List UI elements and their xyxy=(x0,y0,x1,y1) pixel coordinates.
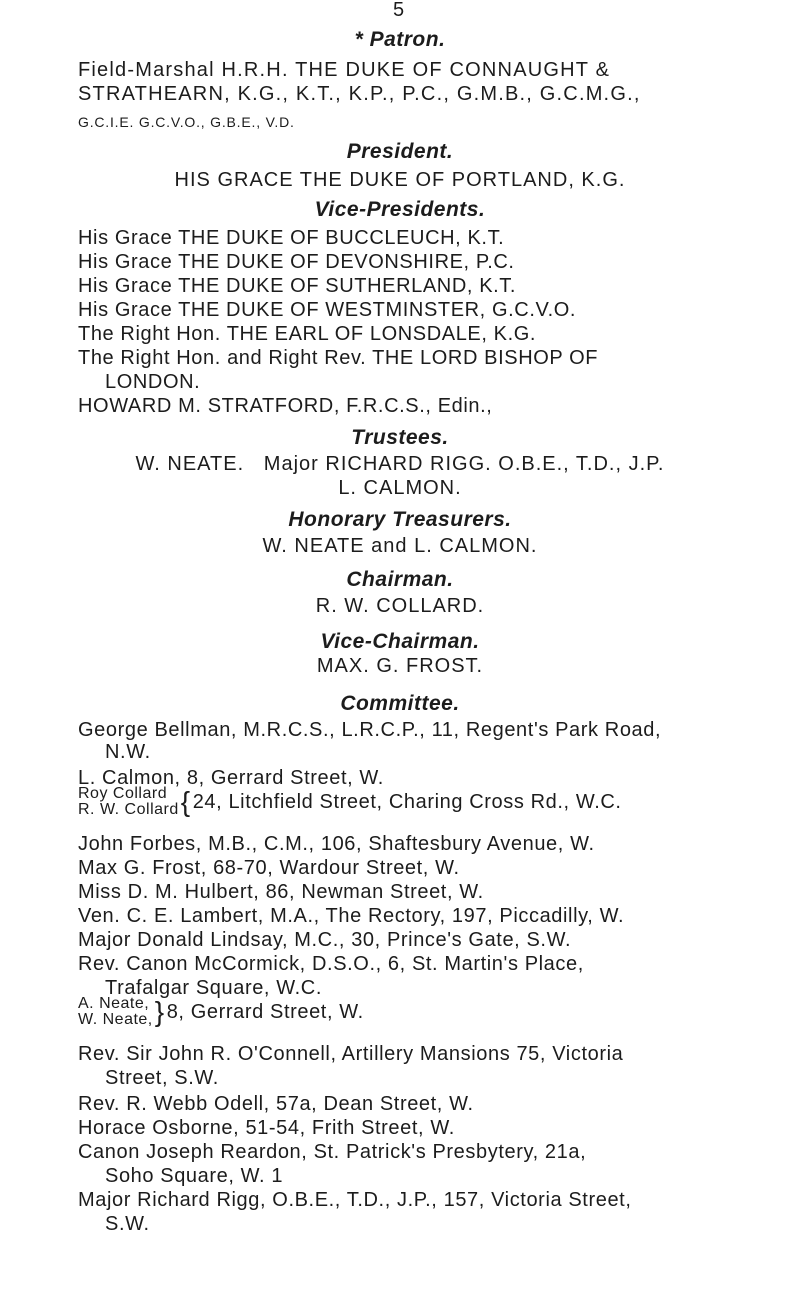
treasurers-heading: Honorary Treasurers. xyxy=(288,508,512,531)
committee-line: N.W. xyxy=(105,741,151,763)
committee-line: Street, S.W. xyxy=(105,1067,219,1089)
vice-president-line: LONDON. xyxy=(105,371,201,393)
committee-line: Max G. Frost, 68-70, Wardour Street, W. xyxy=(78,857,460,879)
committee-line: Soho Square, W. 1 xyxy=(105,1165,284,1187)
vice-president-line: His Grace THE DUKE OF WESTMINSTER, G.C.V.O. xyxy=(78,299,577,321)
brace-icon: } xyxy=(154,996,165,1027)
committee-line: Major Richard Rigg, O.B.E., T.D., J.P., 157, Victoria Street, xyxy=(78,1189,632,1211)
president-heading: President. xyxy=(346,140,454,163)
brace-icon: { xyxy=(180,786,191,817)
treasurers-names: W. NEATE and L. CALMON. xyxy=(262,535,538,557)
committee-entry-neate xyxy=(78,996,364,1028)
neate-address: 8, Gerrard Street, W. xyxy=(166,1001,364,1023)
committee-line: Canon Joseph Reardon, St. Patrick's Presbytery, 21a, xyxy=(78,1141,587,1163)
chairman-name: R. W. COLLARD. xyxy=(315,595,485,617)
vice-president-line: His Grace THE DUKE OF SUTHERLAND, K.T. xyxy=(78,275,517,297)
neate-name: A. Neate, xyxy=(78,995,150,1012)
collard-name: R. W. Collard xyxy=(78,801,179,818)
committee-line: Rev. Sir John R. O'Connell, Artillery Mansions 75, Victoria xyxy=(78,1043,624,1065)
trustees-heading: Trustees. xyxy=(351,426,449,449)
trustees-line-2: L. CALMON. xyxy=(338,477,462,499)
vice-president-line: The Right Hon. THE EARL OF LONSDALE, K.G. xyxy=(78,323,537,345)
committee-line: Major Donald Lindsay, M.C., 30, Prince's Gate, S.W. xyxy=(78,929,572,951)
committee-line: John Forbes, M.B., C.M., 106, Shaftesbury Avenue, W. xyxy=(78,833,595,855)
committee-line: Rev. Canon McCormick, D.S.O., 6, St. Martin's Place, xyxy=(78,953,584,975)
vice-president-line: The Right Hon. and Right Rev. THE LORD BISHOP OF xyxy=(78,347,599,369)
committee-line: S.W. xyxy=(105,1213,150,1235)
patron-heading: * Patron. xyxy=(354,28,446,51)
vice-chairman-name: MAX. G. FROST. xyxy=(316,655,484,677)
page-number: 5 xyxy=(393,0,405,21)
collard-names xyxy=(78,786,179,818)
patron-line-3: G.C.I.E. G.C.V.O., G.B.E., V.D. xyxy=(78,114,295,130)
committee-line: L. Calmon, 8, Gerrard Street, W. xyxy=(78,767,384,789)
patron-line-2: STRATHEARN, K.G., K.T., K.P., P.C., G.M.B., G.C.M.G., xyxy=(78,83,641,105)
committee-line: Trafalgar Square, W.C. xyxy=(105,977,322,999)
vice-president-line: HOWARD M. STRATFORD, F.R.C.S., Edin., xyxy=(78,395,493,417)
president-name: HIS GRACE THE DUKE OF PORTLAND, K.G. xyxy=(174,169,626,191)
committee-line: Rev. R. Webb Odell, 57a, Dean Street, W. xyxy=(78,1093,474,1115)
committee-line: Horace Osborne, 51-54, Frith Street, W. xyxy=(78,1117,455,1139)
collard-address: 24, Litchfield Street, Charing Cross Rd., W.C. xyxy=(192,791,622,813)
committee-line: Miss D. M. Hulbert, 86, Newman Street, W. xyxy=(78,881,484,903)
patron-line-1: Field-Marshal H.R.H. THE DUKE OF CONNAUGHT & xyxy=(78,59,611,81)
neate-name: W. Neate, xyxy=(78,1011,153,1028)
vice-chairman-heading: Vice-Chairman. xyxy=(320,630,480,653)
committee-line: Ven. C. E. Lambert, M.A., The Rectory, 197, Piccadilly, W. xyxy=(78,905,625,927)
vice-president-line: His Grace THE DUKE OF DEVONSHIRE, P.C. xyxy=(78,251,515,273)
committee-entry-collard xyxy=(78,786,622,818)
committee-line: George Bellman, M.R.C.S., L.R.C.P., 11, Regent's Park Road, xyxy=(78,719,662,741)
committee-heading: Committee. xyxy=(340,692,460,715)
neate-names xyxy=(78,996,153,1028)
collard-name: Roy Collard xyxy=(78,785,168,802)
chairman-heading: Chairman. xyxy=(346,568,454,591)
vice-president-line: His Grace THE DUKE OF BUCCLEUCH, K.T. xyxy=(78,227,505,249)
trustees-line-1: W. NEATE. Major RICHARD RIGG. O.B.E., T.D., J.P. xyxy=(135,453,665,475)
vice-presidents-heading: Vice-Presidents. xyxy=(314,198,486,221)
